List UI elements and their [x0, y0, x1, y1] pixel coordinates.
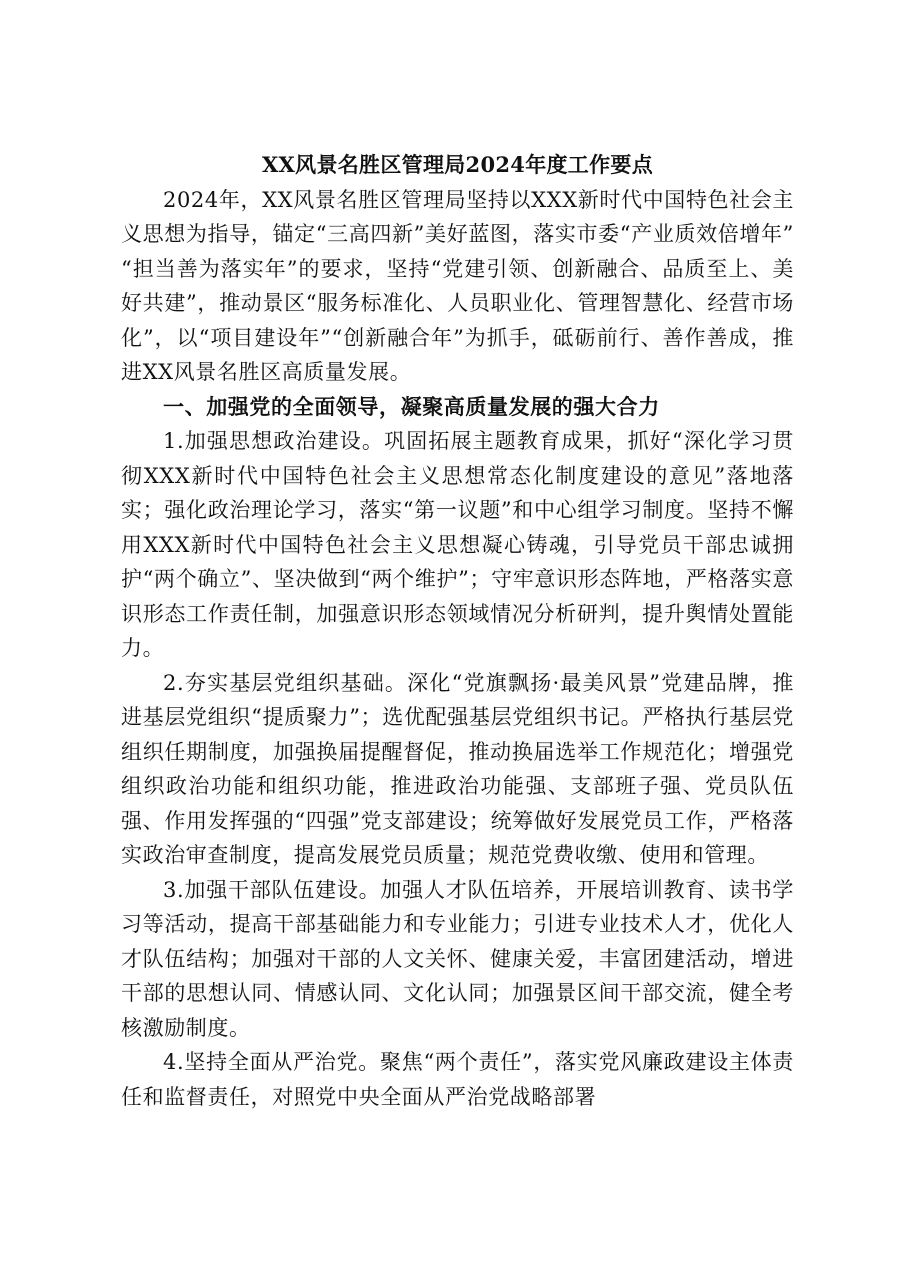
item-paragraph-4: 4.坚持全面从严治党。聚焦“两个责任”，落实党风廉政建设主体责任和监督责任，对照党中央全面从严治党战略部署 — [121, 1050, 794, 1109]
item-paragraph-3: 3.加强干部队伍建设。加强人才队伍培养，开展培训教育、读书学习等活动，提高干部基础能力和专业能力；引进专业技术人才，优化人才队伍结构；加强对干部的人文关怀、健康关爱，丰富团建活动，增进干部的思想认同、情感认同、文化认同；加强景区间干部交流，健全考核激励制度。 — [121, 877, 794, 1040]
section-heading: 一、加强党的全面领导，凝聚高质量发展的强大合力 — [163, 393, 660, 419]
intro-paragraph: 2024年，XX风景名胜区管理局坚持以XXX新时代中国特色社会主义思想为指导，锚定“三高四新”美好蓝图，落实市委“产业质效倍增年” “担当善为落实年”的要求，坚持“党建引领、创新融合、品质至上、美好共建”，推动景区“服务标准化、人员职业化、管理智慧化、经营市场化”，以“项目建设年”“创新融合年”为抓手，砥砺前行、善作善成，推进XX风景名胜区高质量发展。 — [121, 187, 794, 384]
item-paragraph-1: 1.加强思想政治建设。巩固拓展主题教育成果，抓好“深化学习贯彻XXX新时代中国特色社会主义思想常态化制度建设的意见”落地落实；强化政治理论学习，落实“第一议题”和中心组学习制度。坚持不懈用XXX新时代中国特色社会主义思想凝心铸魂，引导党员干部忠诚拥护“两个确立”、坚决做到“两个维护”；守牢意识形态阵地，严格落实意识形态工作责任制，加强意识形态领域情况分析研判，提升舆情处置能力。 — [121, 429, 794, 660]
document-page — [121, 148, 794, 1114]
document-title: XX风景名胜区管理局2024年度工作要点 — [261, 152, 654, 177]
item-paragraph-2: 2.夯实基层党组织基础。深化“党旗飘扬·最美风景”党建品牌，推进基层党组织“提质聚力”；选优配强基层党组织书记。严格执行基层党组织任期制度，加强换届提醒督促，推动换届选举工作规范化；增强党组织政治功能和组织功能，推进政治功能强、支部班子强、党员队伍强、作用发挥强的“四强”党支部建设；统筹做好发展党员工作，严格落实政治审查制度，提高发展党员质量；规范党费收缴、使用和管理。 — [121, 670, 794, 867]
